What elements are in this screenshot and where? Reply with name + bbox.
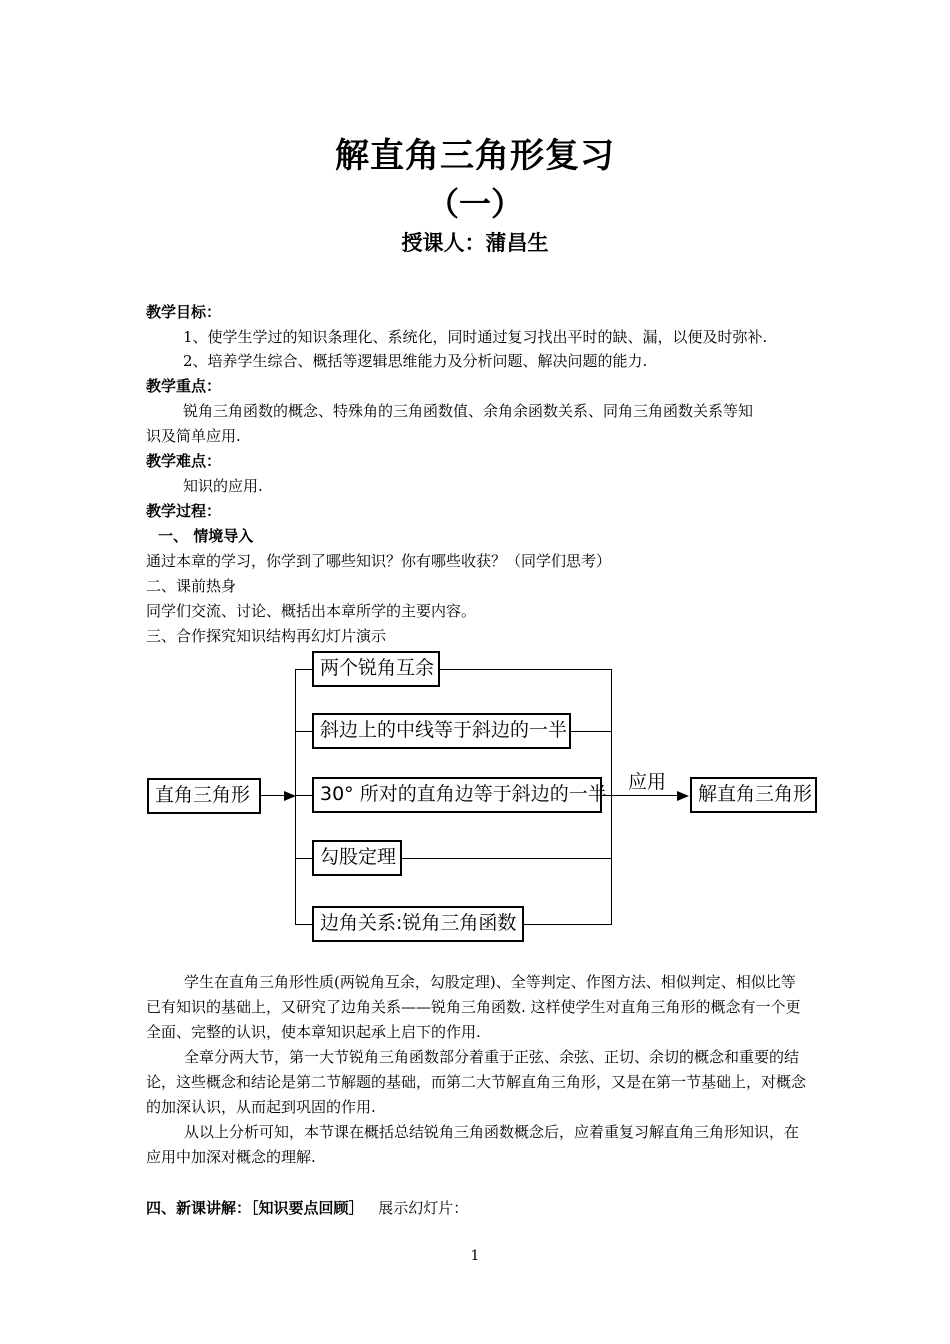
section-1-text: 通过本章的学习，你学到了哪些知识？你有哪些收获？（同学们思考） xyxy=(146,552,612,570)
application-label: 应用 xyxy=(628,771,667,793)
process-heading: 教学过程： xyxy=(146,502,222,520)
analysis-paragraph-3: 从以上分析可知，本节课在概括总结锐角三角函数概念后，应着重复习解直角三角形知识，在应用中加深对概念的理解. xyxy=(146,1123,800,1166)
difficulties-heading: 教学难点： xyxy=(146,452,222,470)
application-connector xyxy=(602,795,678,796)
section-3-heading: 三、合作探究知识结构再幻灯片演示 xyxy=(146,627,387,645)
target-box: 解直角三角形 xyxy=(690,777,817,813)
diagram-item-1: 两个锐角互余 xyxy=(312,651,440,687)
analysis-paragraph-1: 学生在直角三角形性质(两锐角互余，勾股定理)、全等判定、作图方法、相似判定、相似比等已有知识的基础上，又研究了边角关系——锐角三角函数. 这样使学生对直角三角形的概念有一个更全面、完整的认识，使本章知识起承上启下的作用. xyxy=(146,973,801,1041)
teacher-line: 授课人：蒲昌生 xyxy=(401,231,549,255)
branch-left-2 xyxy=(295,731,312,732)
diagram-item-3: 30° 所对的直角边等于斜边的一半 xyxy=(312,777,602,813)
page-title: 解直角三角形复习 xyxy=(335,136,615,176)
section-2-heading: 二、课前热身 xyxy=(146,577,237,595)
source-connector xyxy=(261,795,285,796)
branch-left-5 xyxy=(295,924,312,925)
source-box: 直角三角形 xyxy=(147,778,261,814)
page-number: 1 xyxy=(470,1248,480,1264)
section-1-heading: 一、 情境导入 xyxy=(158,527,254,545)
key-points-line-2: 识及简单应用. xyxy=(146,427,241,445)
page-subtitle: （一） xyxy=(426,185,523,223)
section-4-line xyxy=(146,1196,810,1221)
application-arrow-head xyxy=(677,791,689,801)
key-points-heading: 教学重点： xyxy=(146,377,222,395)
branch-right-5 xyxy=(524,924,612,925)
difficulties-text: 知识的应用. xyxy=(183,477,263,495)
right-bracket-line xyxy=(611,669,612,925)
branch-right-2 xyxy=(571,731,612,732)
left-bracket-line xyxy=(295,669,296,925)
branch-left-4 xyxy=(295,858,312,859)
branch-right-1 xyxy=(440,669,612,670)
section-2-text: 同学们交流、讨论、概括出本章所学的主要内容。 xyxy=(146,602,477,620)
branch-left-1 xyxy=(295,669,312,670)
key-points-line-1: 锐角三角函数的概念、特殊角的三角函数值、余角余函数关系、同角三角函数关系等知 xyxy=(183,402,754,420)
diagram-item-4: 勾股定理 xyxy=(312,840,402,876)
branch-right-4 xyxy=(402,858,612,859)
diagram-item-5: 边角关系:锐角三角函数 xyxy=(312,906,524,942)
objectives-heading: 教学目标： xyxy=(146,303,222,321)
objective-item-1: 1、使学生学过的知识条理化、系统化，同时通过复习找出平时的缺、漏，以便及时弥补. xyxy=(183,328,768,346)
objective-item-2: 2、培养学生综合、概括等逻辑思维能力及分析问题、解决问题的能力. xyxy=(183,352,648,370)
diagram-item-2: 斜边上的中线等于斜边的一半 xyxy=(312,713,571,749)
section-4-text: 展示幻灯片： xyxy=(378,1199,469,1217)
analysis-paragraph-2: 全章分两大节，第一大节锐角三角函数部分着重于正弦、余弦、正切、余切的概念和重要的结论，这些概念和结论是第二节解题的基础，而第二大节解直角三角形，又是在第一节基础上，对概念的加深认识，从而起到巩固的作用. xyxy=(146,1048,807,1116)
branch-left-3 xyxy=(295,795,312,796)
section-4-heading: 四、新课讲解：［知识要点回顾］ xyxy=(146,1199,364,1217)
